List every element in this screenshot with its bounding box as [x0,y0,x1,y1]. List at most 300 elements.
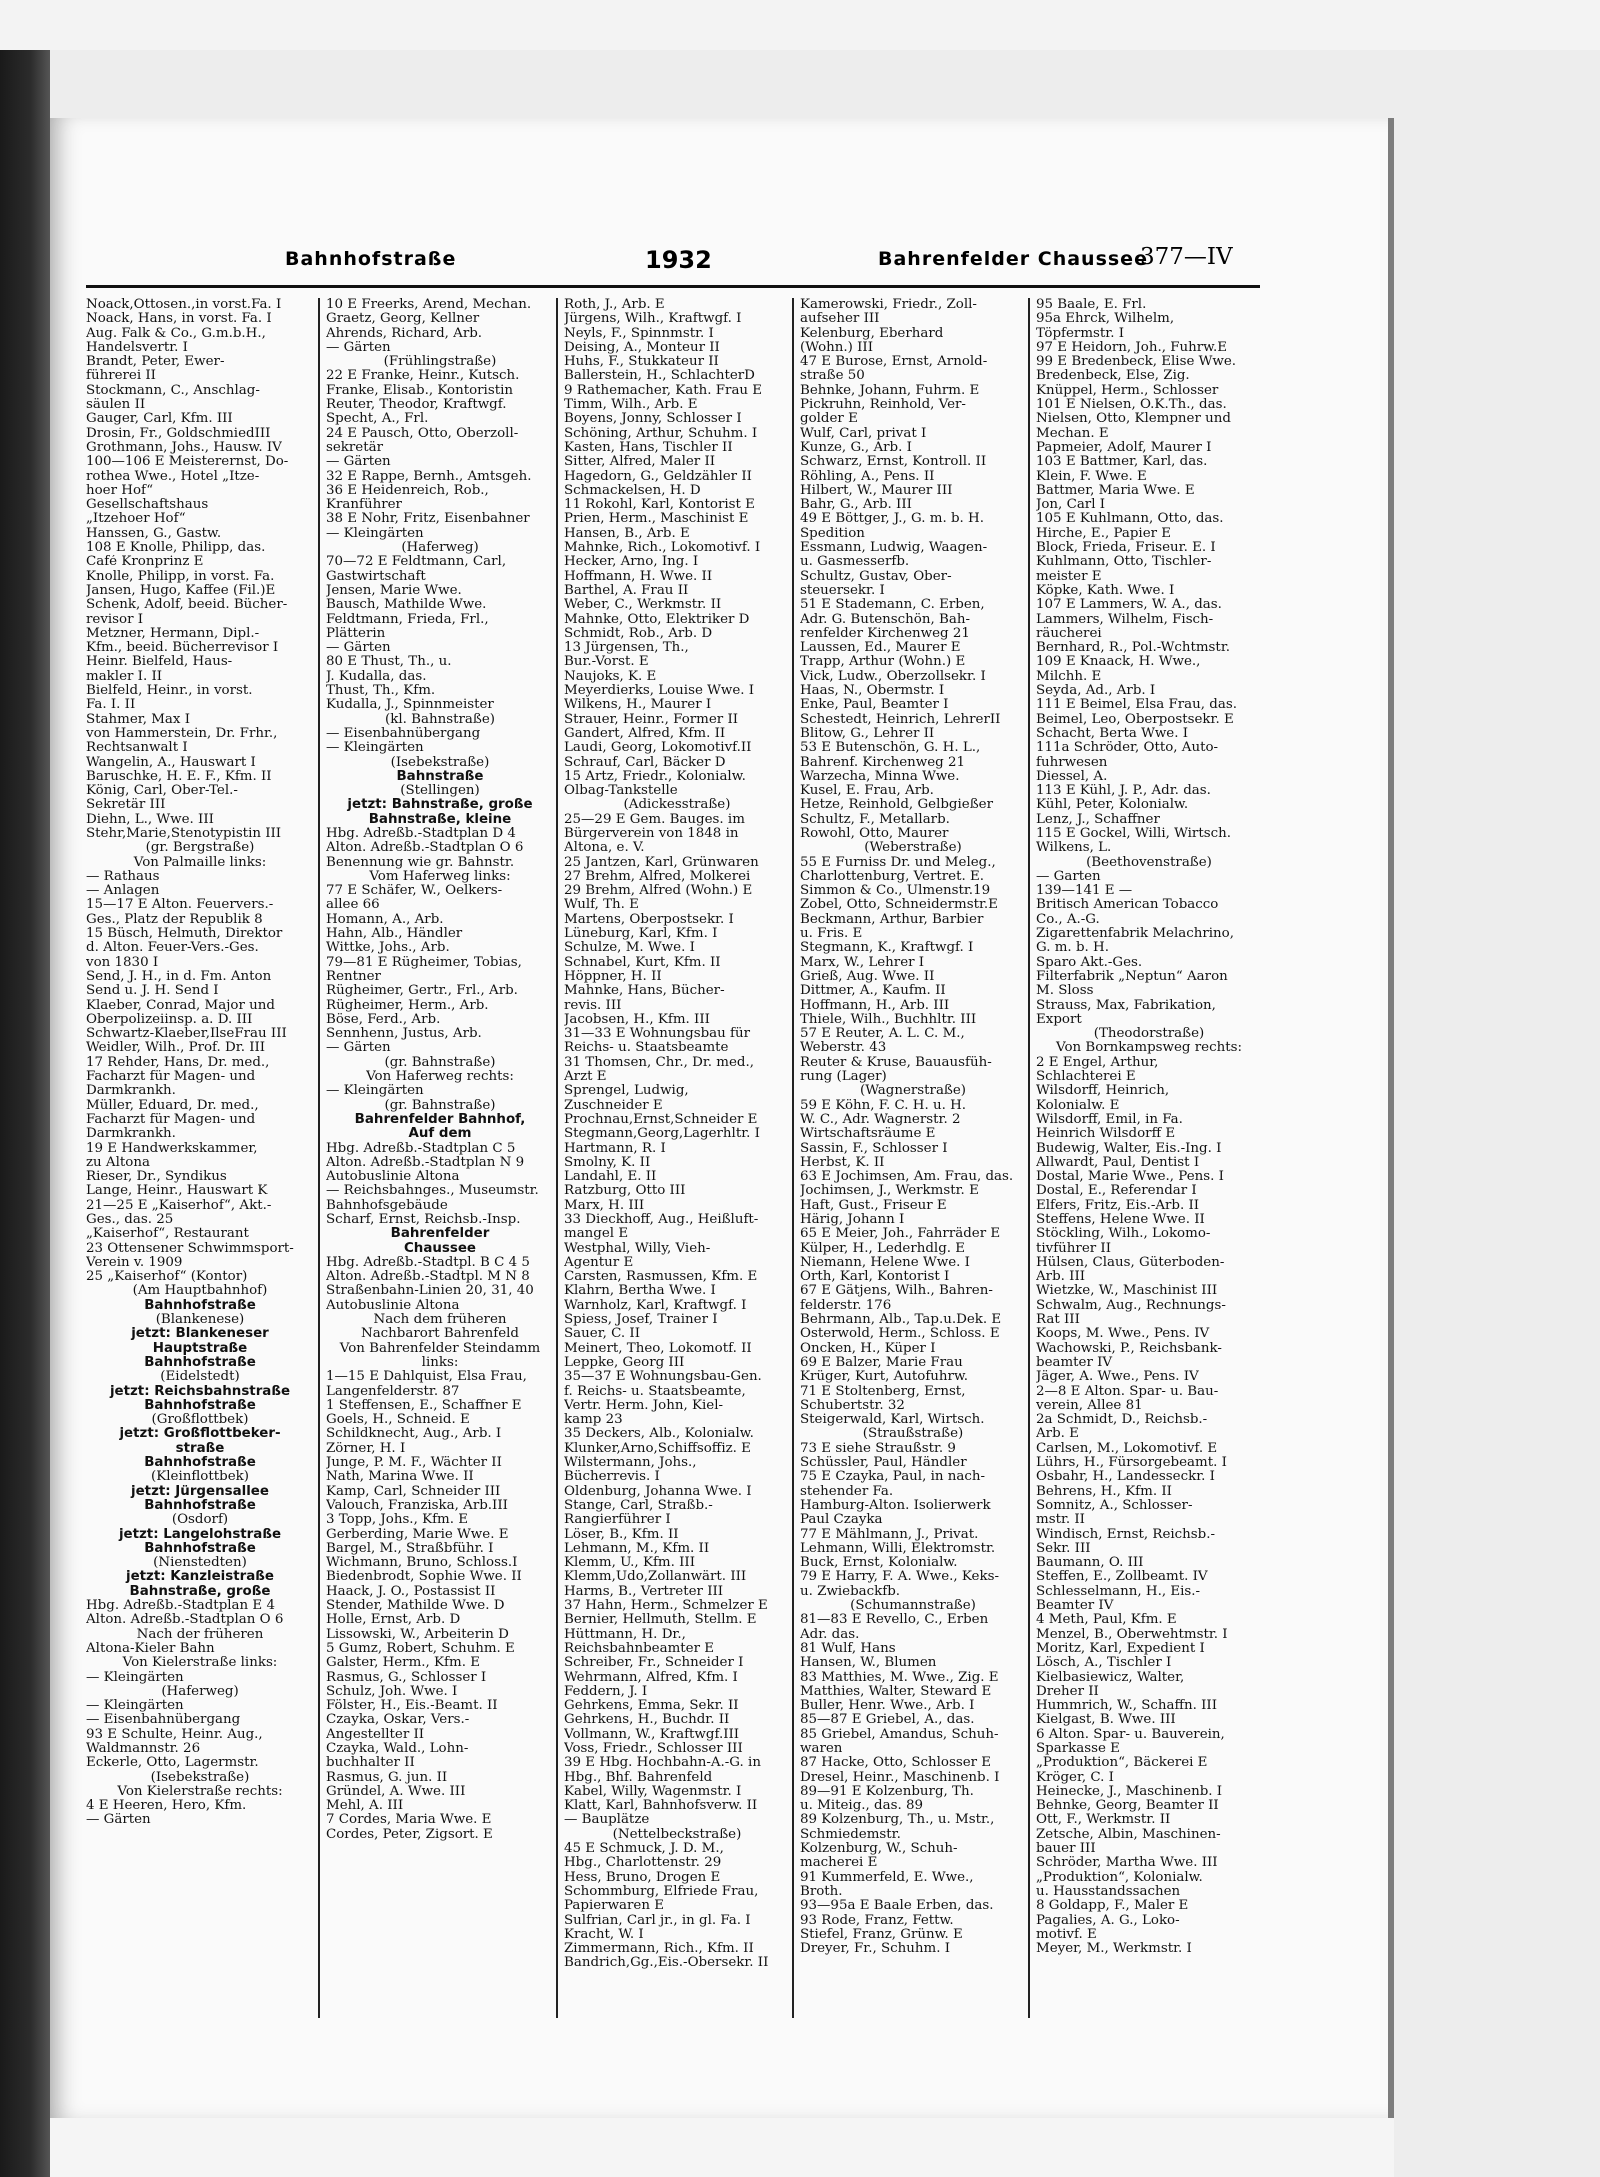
directory-entry-line: u. Gasmesserfb. [800,555,910,570]
directory-entry-line: Schmidt, Rob., Arb. D [564,626,713,641]
directory-entry-line: meister E [1036,569,1102,584]
directory-columns [86,298,1260,2018]
directory-entry-line: Behrmann, Alb., Tap.u.Dek. E [800,1313,1002,1328]
directory-entry-line: 55 E Furniss Dr. und Meleg., [800,855,996,870]
directory-entry-line: 108 E Knolle, Philipp, das. [86,541,266,556]
directory-entry-line: Von Kielerstraße rechts: [117,1784,283,1799]
directory-entry-line: Härig, Johann I [800,1213,905,1227]
directory-entry-line: Weberstr. 43 [800,1041,887,1056]
directory-entry-line: Rügheimer, Herm., Arb. [326,998,489,1013]
directory-entry-line: Valouch, Franziska, Arb.III [326,1498,508,1513]
directory-entry-line: 109 E Knaack, H. Wwe., [1036,655,1201,670]
directory-entry-line: Bahnhofstraße [144,1541,256,1556]
directory-entry-line: Co., A.-G. [1036,912,1100,927]
directory-entry-line: jetzt: Kanzleistraße [125,1570,274,1585]
directory-entry-line: — Kleingärten [86,1670,184,1685]
directory-entry-line: Buck, Ernst, Kolonialw. [800,1556,958,1571]
directory-entry-line: Zimmermann, Rich., Kfm. II [564,1942,754,1957]
directory-entry-line: Hecker, Arno, Ing. I [564,555,699,570]
directory-entry-line: Bur.-Vorst. E [564,655,649,670]
directory-entry-line: (Adickesstraße) [623,798,731,813]
directory-entry-line: 97 E Heidorn, Joh., Fuhrw.E [1036,340,1228,355]
directory-entry-line: Fölster, H., Eis.-Beamt. II [326,1699,498,1714]
directory-entry-line: Von Bornkampsweg rechts: [1056,1041,1242,1056]
directory-entry-line: Schacht, Berta Wwe. I [1036,726,1189,741]
directory-entry-line: Hilbert, W., Maurer III [800,483,953,498]
directory-entry-line: Jansen, Hugo, Kaffee (Fil.)E [86,583,276,598]
directory-entry-line: Feldtmann, Frieda, Frl., [326,612,489,627]
directory-entry-line: Vollmann, W., Kraftwgf.III [564,1727,740,1742]
directory-entry-line: Kracht, W. I [564,1927,644,1942]
directory-entry-line: — Rathaus [86,869,160,884]
directory-entry-line: Kuhlmann, Otto, Tischler- [1036,555,1212,570]
directory-entry-line: Schröder, Martha Wwe. III [1036,1856,1218,1871]
directory-entry-line: Zigarettenfabrik Melachrino, [1036,927,1234,942]
running-head-left: Bahnhofstraße [285,248,457,270]
directory-entry-line: Kranführer [326,498,402,513]
directory-entry-line: Lehmann, Willi, Elektromstr. [800,1541,996,1556]
directory-entry-line: waren [800,1741,843,1756]
directory-entry-line: 63 E Jochimsen, Am. Frau, das. [800,1170,1014,1185]
directory-entry-line: Lammers, Wilhelm, Fisch- [1036,612,1214,627]
directory-entry-line: Reichs- u. Staatsbeamte [564,1041,729,1056]
directory-entry-line: (Beethovenstraße) [1086,855,1212,870]
directory-entry-line: (Schumannstraße) [850,1599,976,1614]
directory-entry-line: links: [421,1355,459,1370]
directory-entry-line: Weber, C., Werkmstr. II [564,598,722,613]
directory-entry-line: Marx, W., Lehrer I [800,955,925,970]
directory-entry-line: 33 Dieckhoff, Aug., Heißluft- [564,1213,759,1227]
directory-entry-line: Seyda, Ad., Arb. I [1036,684,1156,699]
directory-entry-line: Mahnke, Hans, Bücher- [564,984,725,999]
directory-entry-line: Elfers, Fritz, Eis.-Arb. II [1036,1198,1200,1213]
directory-entry-line: Lührs, H., Fürsorgebeamt. I [1036,1456,1227,1471]
directory-entry-line: Klatt, Karl, Bahnhofsverw. II [564,1799,758,1814]
directory-entry-line: Darmkrankh. [86,1127,176,1142]
directory-entry-line: „Produktion“, Bäckerei E [1036,1756,1208,1771]
directory-entry-line: 73 E siehe Straußstr. 9 [800,1441,956,1456]
directory-entry-line: Stöckling, Wilh., Lokomo- [1036,1227,1211,1242]
directory-entry-line: 35 Deckers, Alb., Kolonialw. [564,1427,754,1442]
directory-entry-line: Galster, Herm., Kfm. E [326,1656,480,1671]
directory-entry-line: Müller, Eduard, Dr. med., [86,1098,259,1113]
directory-entry-line: 81 Wulf, Hans [800,1641,896,1656]
directory-entry-line: Kielgast, B. Wwe. III [1036,1713,1176,1728]
directory-entry-line: Enke, Paul, Beamter I [800,698,949,713]
directory-entry-line: Beamter IV [1036,1599,1114,1614]
directory-entry-line: Bahnhofstraße [144,1355,256,1370]
directory-entry-line: 93—95a E Baale Erben, das. [800,1899,994,1914]
directory-entry-line: (gr. Bahnstraße) [384,1098,496,1113]
directory-entry-line: 11 Rokohl, Karl, Kontorist E [564,498,755,513]
directory-entry-line: Spiess, Josef, Trainer I [564,1313,718,1328]
directory-entry-line: Dreher II [1036,1684,1099,1699]
directory-entry-line: Wirtschaftsräume E [800,1127,936,1142]
directory-entry-line: Noack,Ottosen.,in vorst.Fa. I [86,298,282,312]
directory-entry-line: 71 E Stoltenberg, Ernst, [800,1384,966,1399]
directory-entry-line: Kamerowski, Friedr., Zoll- [800,298,977,312]
directory-entry-line: mstr. II [1036,1513,1085,1528]
directory-entry-line: Brandt, Peter, Ewer- [86,355,225,370]
directory-entry-line: Lissowski, W., Arbeiterin D [326,1627,509,1642]
directory-entry-line: 27 Brehm, Alfred, Molkerei [564,869,751,884]
directory-entry-line: Windisch, Ernst, Reichsb.- [1036,1527,1216,1542]
directory-entry-line: kamp 23 [564,1413,623,1428]
directory-entry-line: Rasmus, G., Schlosser I [326,1670,487,1685]
directory-entry-line: Klahrn, Bertha Wwe. I [564,1284,716,1299]
directory-entry-line: Kunze, G., Arb. I [800,440,912,455]
directory-entry-line: Alton. Adreßb.-Stadtplan O 6 [326,841,524,856]
directory-entry-line: Battmer, Maria Wwe. E [1036,483,1195,498]
directory-entry-line: Waldmannstr. 26 [86,1741,201,1756]
directory-entry-line: Stehr,Marie,Stenotypistin III [86,826,282,841]
directory-entry-line: Thiele, Wilh., Buchhltr. III [800,1012,977,1027]
directory-entry-line: Warnholz, Karl, Kraftwgf. I [564,1298,747,1313]
directory-entry-line: Hauptstraße [152,1341,248,1356]
directory-entry-line: Zörner, H. I [326,1441,406,1456]
directory-entry-line: Behrens, H., Kfm. II [1036,1484,1172,1499]
directory-entry-line: (Nienstedten) [153,1556,247,1571]
directory-entry-line: Bahrenfelder [390,1227,490,1242]
directory-entry-line: 85—87 E Griebel, A., das. [800,1713,975,1728]
directory-entry-line: Schultz, Gustav, Ober- [800,569,952,584]
directory-entry-line: Kfm., beeid. Bücherrevisor I [86,641,279,656]
directory-entry-line: Huhs, F., Stukkateur II [564,355,719,370]
directory-entry-line: Dresel, Heinr., Maschinenb. I [800,1770,1000,1785]
directory-entry-line: (Haferweg) [161,1684,239,1699]
directory-entry-line: Czayka, Oskar, Vers.- [326,1713,470,1728]
directory-entry-line: beamter IV [1036,1355,1113,1370]
directory-entry-line: 15 Artz, Friedr., Kolonialw. [564,769,746,784]
directory-entry-line: Böse, Ferd., Arb. [326,1012,441,1027]
directory-entry-line: Pagalies, A. G., Loko- [1036,1913,1180,1928]
directory-entry-line: Mehl, A. III [326,1799,404,1814]
directory-entry-line: allee 66 [326,898,380,913]
directory-entry-line: Wilsdorff, Emil, in Fa. [1036,1112,1183,1127]
directory-entry-line: Strauer, Heinr., Former II [564,712,739,727]
directory-entry-line: Boyens, Jonny, Schlosser I [564,412,742,427]
directory-entry-line: — Gärten [326,340,391,355]
directory-entry-line: Ges., Platz der Republik 8 [86,912,263,927]
directory-entry-line: Autobuslinie Altona [326,1170,460,1185]
directory-entry-line: — Kleingärten [326,526,424,541]
directory-entry-line: stehender Fa. [800,1484,894,1499]
directory-entry-line: Klemm, U., Kfm. III [564,1556,695,1571]
directory-entry-line: Papierwaren E [564,1899,664,1914]
directory-entry-line: Handelsvertr. I [86,340,188,355]
directory-entry-line: Rasmus, G. jun. II [326,1770,448,1785]
directory-entry-line: 25—29 E Gem. Bauges. im [564,812,745,827]
directory-entry-line: Paul Czayka [800,1513,883,1528]
directory-entry-line: Wichmann, Bruno, Schloss.I [326,1556,518,1571]
directory-entry-line: Jensen, Marie Wwe. [326,583,462,598]
directory-entry-line: (Osdorf) [171,1513,229,1528]
directory-entry-line: 5 Gumz, Robert, Schuhm. E [326,1641,515,1656]
directory-entry-line: 4 Meth, Paul, Kfm. E [1036,1613,1177,1628]
directory-entry-line: 47 E Burose, Ernst, Arnold- [800,355,988,370]
directory-entry-line: Langenfelderstr. 87 [326,1384,460,1399]
directory-entry-line: 1—15 E Dahlquist, Elsa Frau, [326,1370,527,1385]
directory-entry-line: Rat III [1036,1313,1080,1328]
directory-entry-line: 2 E Engel, Arthur, [1036,1055,1159,1070]
directory-entry-line: Cordes, Peter, Zigsort. E [326,1827,493,1842]
directory-entry-line: Schüssler, Paul, Händler [800,1456,967,1471]
directory-entry-line: Hbg. Adreßb.-Stadtpl. B C 4 5 [326,1255,530,1270]
directory-entry-line: Hoffmann, H., Arb. III [800,998,950,1013]
directory-entry-line: d. Alton. Feuer-Vers.-Ges. [86,941,259,956]
directory-entry-line: Graetz, Georg, Kellner [326,312,480,327]
directory-entry-line: Vom Haferweg links: [369,869,511,884]
directory-entry-line: Specht, A., Frl. [326,412,429,427]
directory-entry-line: Gastwirtschaft [326,569,426,584]
directory-entry-line: steuersekr. I [800,583,885,598]
directory-entry-line: fuhrwesen [1036,755,1108,770]
directory-entry-line: Benennung wie gr. Bahnstr. [326,855,515,870]
directory-entry-line: (Wohn.) III [800,340,873,355]
directory-entry-line: Haas, N., Obermstr. I [800,684,945,699]
directory-entry-line: Chaussee [403,1241,477,1256]
directory-entry-line: G. m. b. H. [1036,941,1109,956]
directory-entry-line: Hbg., Bhf. Bahrenfeld [564,1770,713,1785]
directory-entry-line: — Eisenbahnübergang [326,726,481,741]
directory-entry-line: revis. III [564,998,622,1013]
directory-entry-line: Filterfabrik „Neptun“ Aaron [1036,969,1228,984]
directory-entry-line: 77 E Schäfer, W., Oelkers- [326,884,503,899]
directory-entry-line: Von Palmaille links: [133,855,267,870]
directory-entry-line: Gerberding, Marie Wwe. E [326,1527,509,1542]
directory-entry-line: Homann, A., Arb. [326,912,444,927]
directory-entry-line: Oldenburg, Johanna Wwe. I [564,1484,752,1499]
directory-entry-line: 95 Baale, E. Frl. [1036,298,1147,312]
directory-entry-line: Kelenburg, Eberhard [800,326,944,341]
directory-entry-line: Hummrich, W., Schaffn. III [1036,1699,1218,1714]
directory-entry-line: Gründel, A. Wwe. III [326,1784,466,1799]
directory-entry-line: (Weberstraße) [864,841,962,856]
directory-entry-line: Hetze, Reinhold, Gelbgießer [800,798,993,813]
directory-entry-line: Schmackelsen, H. D [564,483,701,498]
directory-entry-line: Behnke, Johann, Fuhrm. E [800,383,980,398]
directory-entry-line: Straßenbahn-Linien 20, 31, 40 [326,1284,534,1299]
directory-entry-line: Scharf, Ernst, Reichsb.-Insp. [326,1213,521,1227]
directory-entry-line: Steigerwald, Karl, Wirtsch. [800,1413,985,1428]
directory-entry-line: Schwalm, Aug., Rechnungs- [1036,1298,1226,1313]
directory-entry-line: Vick, Ludw., Oberzollsekr. I [800,669,986,684]
directory-entry-line: „Kaiserhof“, Restaurant [86,1227,249,1242]
directory-entry-line: Zobel, Otto, Schneidermstr.E [800,898,998,913]
directory-entry-line: Sekr. III [1036,1541,1091,1556]
directory-entry-line: Bahnstraße, kleine [368,812,512,827]
directory-entry-line: 81—83 E Revello, C., Erben [800,1613,989,1628]
directory-entry-line: jetzt: Reichsbahnstraße [109,1384,291,1399]
directory-entry-line: Steffen, E., Zollbeamt. IV [1036,1570,1208,1585]
directory-entry-line: Rechtsanwalt I [86,741,188,756]
directory-entry-line: Drosin, Fr., GoldschmiedIII [86,426,271,441]
directory-entry-line: motivf. E [1036,1927,1097,1942]
directory-entry-line: Spedition [800,526,865,541]
directory-entry-line: 25 Jantzen, Karl, Grünwaren [564,855,759,870]
directory-entry-line: von Hammerstein, Dr. Frhr., [86,726,278,741]
directory-entry-line: Kolzenburg, W., Schuh- [800,1842,958,1857]
directory-entry-line: 36 E Heidenreich, Rob., [326,483,489,498]
directory-entry-line: Wulf, Th. E [564,898,639,913]
directory-entry-line: 75 E Czayka, Paul, in nach- [800,1470,986,1485]
directory-entry-line: Schommburg, Elfriede Frau, [564,1884,759,1899]
directory-entry-line: 85 Griebel, Amandus, Schuh- [800,1727,999,1742]
directory-entry-line: Hülsen, Claus, Güterboden- [1036,1255,1225,1270]
scan-background-top [0,0,1600,50]
directory-entry-line: mangel E [564,1227,629,1242]
directory-entry-line: Grothmann, Johs., Hausw. IV [86,440,282,455]
directory-entry-line: Kröger, C. I [1036,1770,1114,1785]
directory-entry-line: Hoffmann, H. Wwe. II [564,569,713,584]
directory-entry-line: Papmeier, Adolf, Maurer I [1036,440,1212,455]
directory-entry-line: straße 50 [800,369,865,384]
directory-entry-line: Gandert, Alfred, Kfm. II [564,726,726,741]
directory-entry-line: Mahnke, Otto, Elektriker D [564,612,750,627]
directory-entry-line: Trapp, Arthur (Wohn.) E [800,655,966,670]
directory-entry-line: Alton. Adreßb.-Stadtplan O 6 [86,1613,284,1628]
directory-entry-line: Behnke, Georg, Beamter II [1036,1799,1219,1814]
directory-entry-line: makler I. II [86,669,163,684]
directory-entry-line: Strauss, Max, Fabrikation, [1036,998,1216,1013]
directory-entry-line: Steffens, Helene Wwe. II [1036,1213,1205,1227]
directory-entry-line: Bahnhofstraße [144,1298,256,1313]
directory-entry-line: Stegmann, K., Kraftwgf. I [800,941,974,956]
directory-entry-line: Orth, Karl, Kontorist I [800,1270,950,1285]
directory-entry-line: — Anlagen [86,884,160,899]
directory-entry-line: 99 E Bredenbeck, Elise Wwe. [1036,355,1237,370]
directory-entry-line: Reuter, Theodor, Kraftwgf. [326,398,507,413]
directory-entry-line: Vertr. Herm. John, Kiel- [564,1398,724,1413]
directory-entry-line: Somnitz, A., Schlosser- [1036,1498,1193,1513]
directory-entry-line: 70—72 E Feldtmann, Carl, [326,555,507,570]
directory-entry-line: Feddern, J. I [564,1684,648,1699]
directory-entry-line: Bahnhofstraße [144,1456,256,1471]
directory-entry-line: Kolonialw. E [1036,1098,1120,1113]
directory-entry-line: Arb. III [1036,1270,1086,1285]
directory-entry-line: Fa. I. II [86,698,136,713]
directory-entry-line: Wulf, Carl, privat I [800,426,927,441]
directory-entry-line: Pickruhn, Reinhold, Ver- [800,398,966,413]
directory-entry-line: Matthies, Walter, Steward E [800,1684,992,1699]
directory-entry-line: Jürgens, Wilh., Kraftwgf. I [564,312,742,327]
directory-entry-line: (Am Hauptbahnhof) [132,1284,268,1299]
directory-entry-line: 65 E Meier, Joh., Fahrräder E [800,1227,1001,1242]
directory-entry-line: Westphal, Willy, Vieh- [564,1241,711,1256]
directory-entry-line: Laudi, Georg, Lokomotivf.II [564,741,752,756]
directory-entry-line: Zetsche, Albin, Maschinen- [1036,1827,1221,1842]
directory-entry-line: Schnabel, Kurt, Kfm. II [564,955,721,970]
directory-entry-line: „Itzehoer Hof“ [86,512,186,527]
directory-entry-line: — Bauplätze [564,1813,650,1828]
directory-entry-line: Heinrich Wilsdorff E [1036,1127,1176,1142]
directory-entry-line: 4 E Heeren, Hero, Kfm. [86,1799,247,1814]
directory-entry-line: Von Haferweg rechts: [366,1070,514,1085]
directory-entry-line: Alton. Adreßb.-Stadtpl. M N 8 [326,1270,530,1285]
directory-entry-line: — Gärten [326,641,391,656]
directory-entry-line: Stange, Carl, Straßb.- [564,1498,713,1513]
directory-entry-line: Broth. [800,1884,843,1899]
header-rule [86,285,1260,288]
directory-entry-line: Osbahr, H., Landesseckr. I [1036,1470,1215,1485]
column-2 [318,298,554,2018]
directory-entry-line: Rügheimer, Gertr., Frl., Arb. [326,984,518,999]
directory-entry-line: (Isebekstraße) [390,755,490,770]
directory-entry-line: tivführer II [1036,1241,1111,1256]
directory-entry-line: Schwarz, Ernst, Kontroll. II [800,455,987,470]
directory-entry-line: Dostal, E., Referendar I [1036,1184,1197,1199]
directory-entry-line: Dreyer, Fr., Schuhm. I [800,1942,951,1957]
directory-entry-line: Send, J. H., in d. Fm. Anton [86,969,272,984]
directory-entry-line: Meyerdierks, Louise Wwe. I [564,684,755,699]
book-binding-edge [0,50,50,2177]
directory-entry-line: 105 E Kuhlmann, Otto, das. [1036,512,1224,527]
directory-entry-line: Schubertstr. 32 [800,1398,905,1413]
directory-entry-line: 53 E Butenschön, G. H. L., [800,741,981,756]
directory-entry-line: Schenk, Adolf, beeid. Bücher- [86,598,288,613]
directory-entry-line: Café Kronprinz E [86,555,204,570]
directory-entry-line: 111 E Beimel, Elsa Frau, das. [1036,698,1237,713]
directory-entry-line: Marx, H. III [564,1198,645,1213]
directory-entry-line: aufseher III [800,312,880,327]
directory-entry-line: 13 Jürgensen, Th., [564,641,689,656]
directory-entry-line: Löser, B., Kfm. II [564,1527,679,1542]
directory-entry-line: Wilsdorff, Heinrich, [1036,1084,1170,1099]
directory-entry-line: sekretär [326,440,384,455]
directory-entry-line: Beimel, Leo, Oberpostsekr. E [1036,712,1234,727]
directory-entry-line: Wachowski, P., Reichsbank- [1036,1341,1222,1356]
directory-entry-line: Schultz, F., Metallarb. [800,812,950,827]
directory-entry-line: Arzt E [564,1070,607,1085]
directory-entry-line: 2—8 E Alton. Spar- u. Bau- [1036,1384,1219,1399]
directory-entry-line: Baruschke, H. E. F., Kfm. II [86,769,272,784]
directory-entry-line: Stender, Mathilde Wwe. D [326,1599,505,1614]
directory-entry-line: 57 E Reuter, A. L. C. M., [800,1027,965,1042]
directory-entry-line: Nach der früheren [136,1627,264,1642]
directory-entry-line: Ahrends, Richard, Arb. [326,326,483,341]
directory-entry-line: — Kleingärten [326,1084,424,1099]
directory-entry-line: Schöning, Arthur, Schuhm. I [564,426,758,441]
directory-entry-line: Wietzke, W., Maschinist III [1036,1284,1218,1299]
directory-entry-line: 25 „Kaiserhof“ (Kontor) [86,1270,248,1285]
directory-entry-line: Mahnke, Rich., Lokomotivf. I [564,541,761,556]
directory-entry-line: Schulze, M. Wwe. I [564,941,695,956]
directory-entry-line: Hbg., Charlottenstr. 29 [564,1856,722,1871]
directory-entry-line: f. Reichs- u. Staatsbeamte, [564,1384,746,1399]
directory-entry-line: Bargel, M., Straßbführ. I [326,1541,494,1556]
directory-entry-line: Charlottenburg, Vertret. E. [800,869,984,884]
directory-entry-line: säulen II [86,398,146,413]
directory-entry-line: Zuschneider E [564,1098,663,1113]
directory-entry-line: Hbg. Adreßb.-Stadtplan E 4 [86,1599,275,1614]
directory-entry-line: „Produktion“, Kolonialw. [1036,1870,1203,1885]
directory-entry-line: u. Hausstandssachen [1036,1884,1181,1899]
directory-entry-line: 21—25 E „Kaiserhof“, Akt.- [86,1198,272,1213]
directory-entry-line: hoer Hof“ [86,483,154,498]
directory-entry-line: (gr. Bergstraße) [145,841,255,856]
directory-entry-line: Kabel, Willy, Wagenmstr. I [564,1784,742,1799]
directory-entry-line: 95a Ehrck, Wilhelm, [1036,312,1175,327]
directory-entry-line: Reichsbahnbeamter E [564,1641,715,1656]
directory-entry-line: Diehn, L., Wwe. III [86,812,214,827]
directory-entry-line: Höppner, H. II [564,969,662,984]
directory-entry-line: Weidler, Wilh., Prof. Dr. III [86,1041,266,1056]
directory-entry-line: (Blankenese) [155,1313,245,1328]
directory-entry-line: Darmkrankh. [86,1084,176,1099]
directory-entry-line: Dittmer, A., Kaufm. II [800,984,946,999]
directory-entry-line: Bernier, Hellmuth, Stellm. E [564,1613,757,1628]
directory-entry-line: 23 Ottensener Schwimmsport- [86,1241,294,1256]
